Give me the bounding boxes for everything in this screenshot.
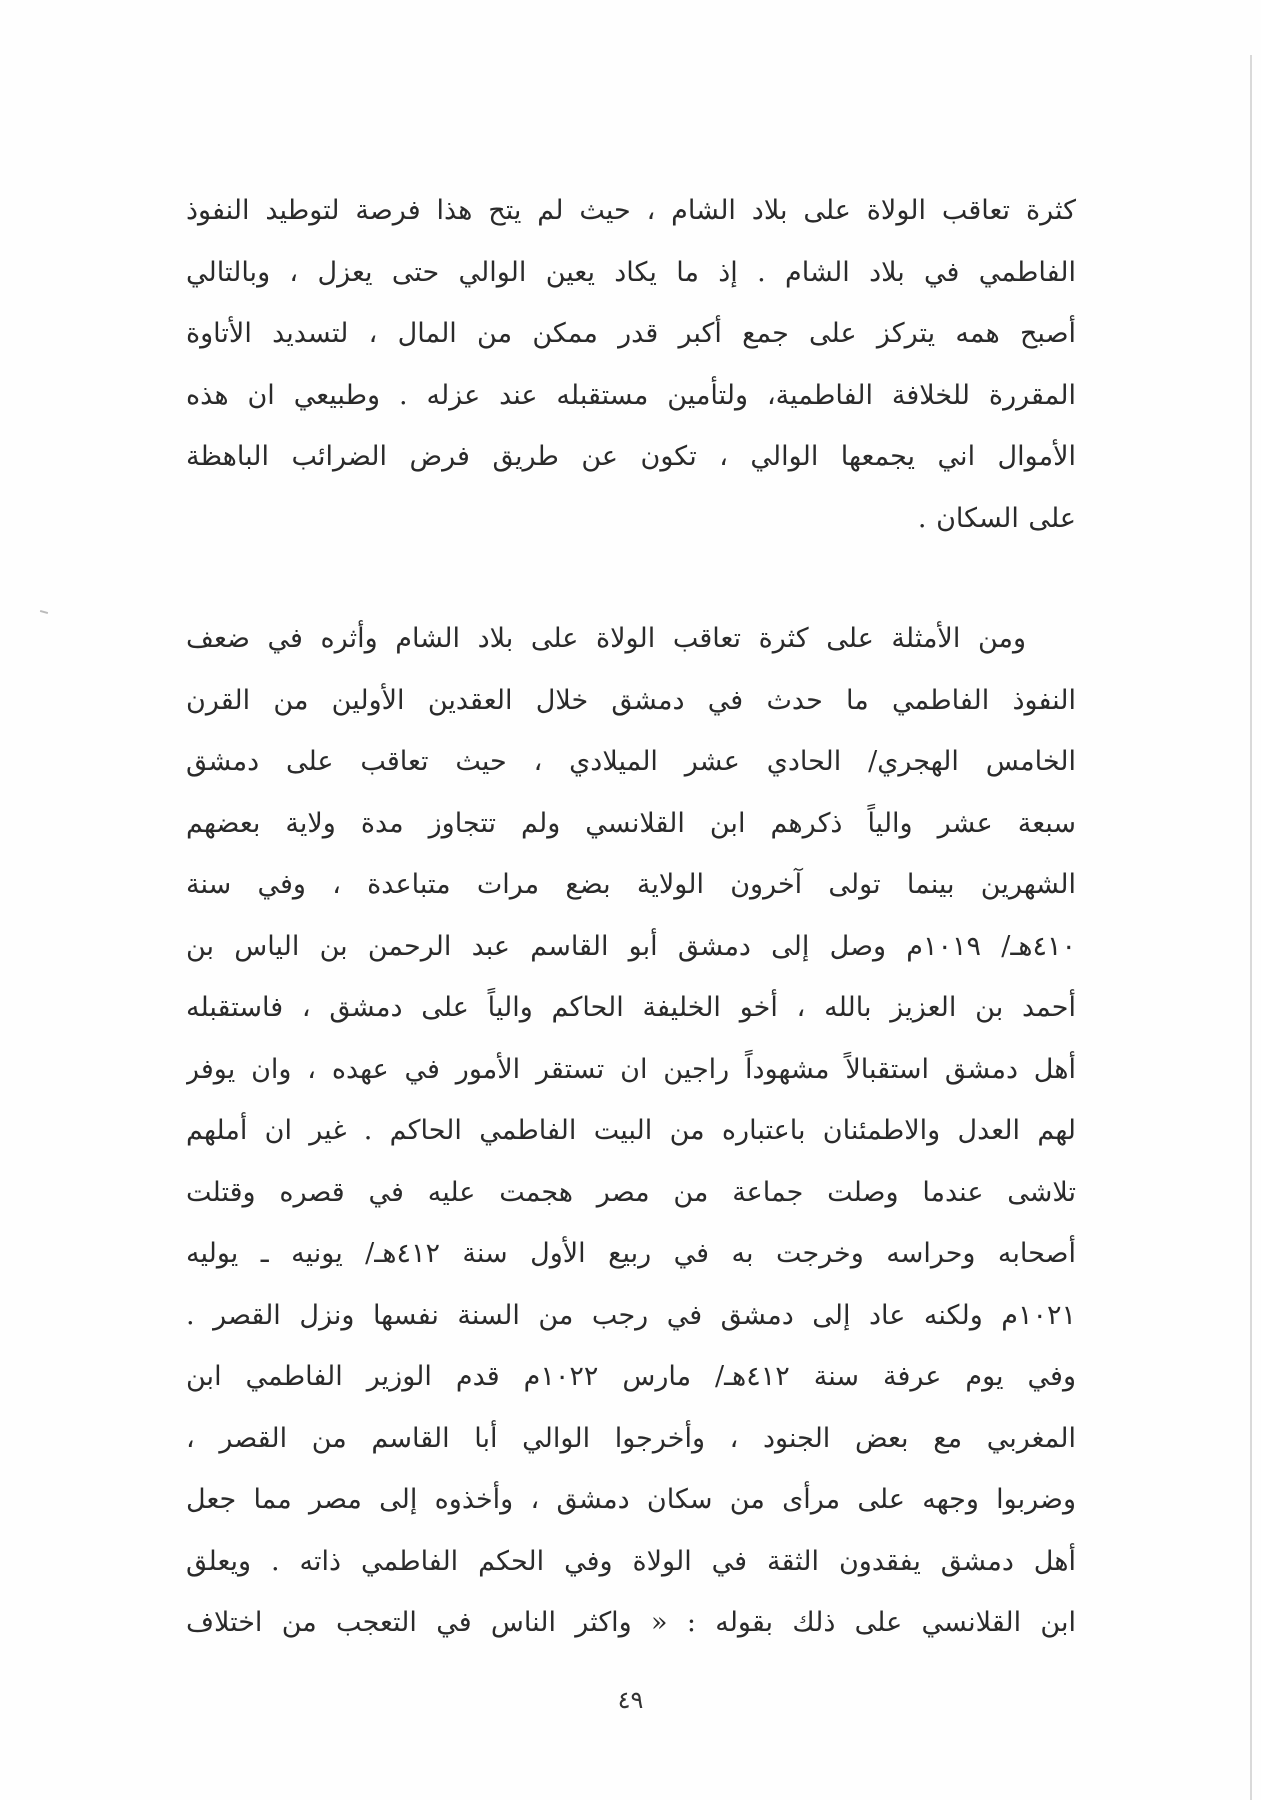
scan-speck xyxy=(40,610,48,614)
text-line: أحمد بن العزيز بالله ، أخو الخليفة الحاكم والياً على دمشق ، فاستقبله xyxy=(186,992,1076,1023)
text-line: أهل دمشق استقبالاً مشهوداً راجين ان تستقر الأمور في عهده ، وان يوفر xyxy=(186,1053,1076,1085)
text-line: ١٠٢١م ولكنه عاد إلى دمشق في رجب من السنة نفسها ونزل القصر . xyxy=(186,1299,1076,1331)
text-line: الشهرين بينما تولى آخرون الولاية بضع مرات متباعدة ، وفي سنة xyxy=(186,869,1076,900)
text-line: على السكان . xyxy=(917,502,1076,534)
text-line: الأموال اني يجمعها الوالي ، تكون عن طريق فرض الضرائب الباهظة xyxy=(186,441,1076,472)
page-number: ٤٩ xyxy=(617,1686,644,1714)
text-line: تلاشى عندما وصلت جماعة من مصر هجمت عليه في قصره وقتلت xyxy=(186,1176,1076,1208)
text-line: كثرة تعاقب الولاة على بلاد الشام ، حيث لم يتح هذا فرصة لتوطيد النفوذ xyxy=(186,195,1076,226)
text-line: ٤١٠هـ/ ١٠١٩م وصل إلى دمشق أبو القاسم عبد الرحمن بن الياس بن xyxy=(186,930,1076,962)
text-line: ابن القلانسي على ذلك بقوله : « واكثر الناس في التعجب من اختلاف xyxy=(186,1607,1076,1638)
text-line: الخامس الهجري/ الحادي عشر الميلادي ، حيث تعاقب على دمشق xyxy=(186,746,1076,777)
text-line: المقررة للخلافة الفاطمية، ولتأمين مستقبله عند عزله . وطبيعي ان هذه xyxy=(186,379,1076,411)
text-line: لهم العدل والاطمئنان باعتباره من البيت الفاطمي الحاكم . غير ان أملهم xyxy=(186,1115,1076,1146)
paragraph-2 xyxy=(186,608,1076,1654)
text-line: وفي يوم عرفة سنة ٤١٢هـ/ مارس ١٠٢٢م قدم الوزير الفاطمي ابن xyxy=(186,1361,1076,1392)
text-line: وضربوا وجهه على مرأى من سكان دمشق ، وأخذوه إلى مصر مما جعل xyxy=(186,1484,1076,1515)
page-edge-line xyxy=(1250,55,1252,1800)
text-line: النفوذ الفاطمي ما حدث في دمشق خلال العقدين الأولين من القرن xyxy=(186,684,1076,716)
text-line: أصحابه وحراسه وخرجت به في ربيع الأول سنة ٤١٢هـ/ يونيه ـ يوليه xyxy=(186,1238,1076,1269)
text-line: ومن الأمثلة على كثرة تعاقب الولاة على بلاد الشام وأثره في ضعف xyxy=(186,623,1026,654)
text-line: المغربي مع بعض الجنود ، وأخرجوا الوالي أبا القاسم من القصر ، xyxy=(186,1422,1076,1454)
paragraph-1 xyxy=(186,180,1076,549)
text-line: الفاطمي في بلاد الشام . إذ ما يكاد يعين الوالي حتى يعزل ، وبالتالي xyxy=(186,256,1076,288)
text-line: سبعة عشر والياً ذكرهم ابن القلانسي ولم تتجاوز مدة ولاية بعضهم xyxy=(186,807,1076,839)
text-line: أهل دمشق يفقدون الثقة في الولاة وفي الحكم الفاطمي ذاته . ويعلق xyxy=(186,1545,1076,1577)
text-line: أصبح همه يتركز على جمع أكبر قدر ممكن من المال ، لتسديد الأتاوة xyxy=(186,318,1076,349)
